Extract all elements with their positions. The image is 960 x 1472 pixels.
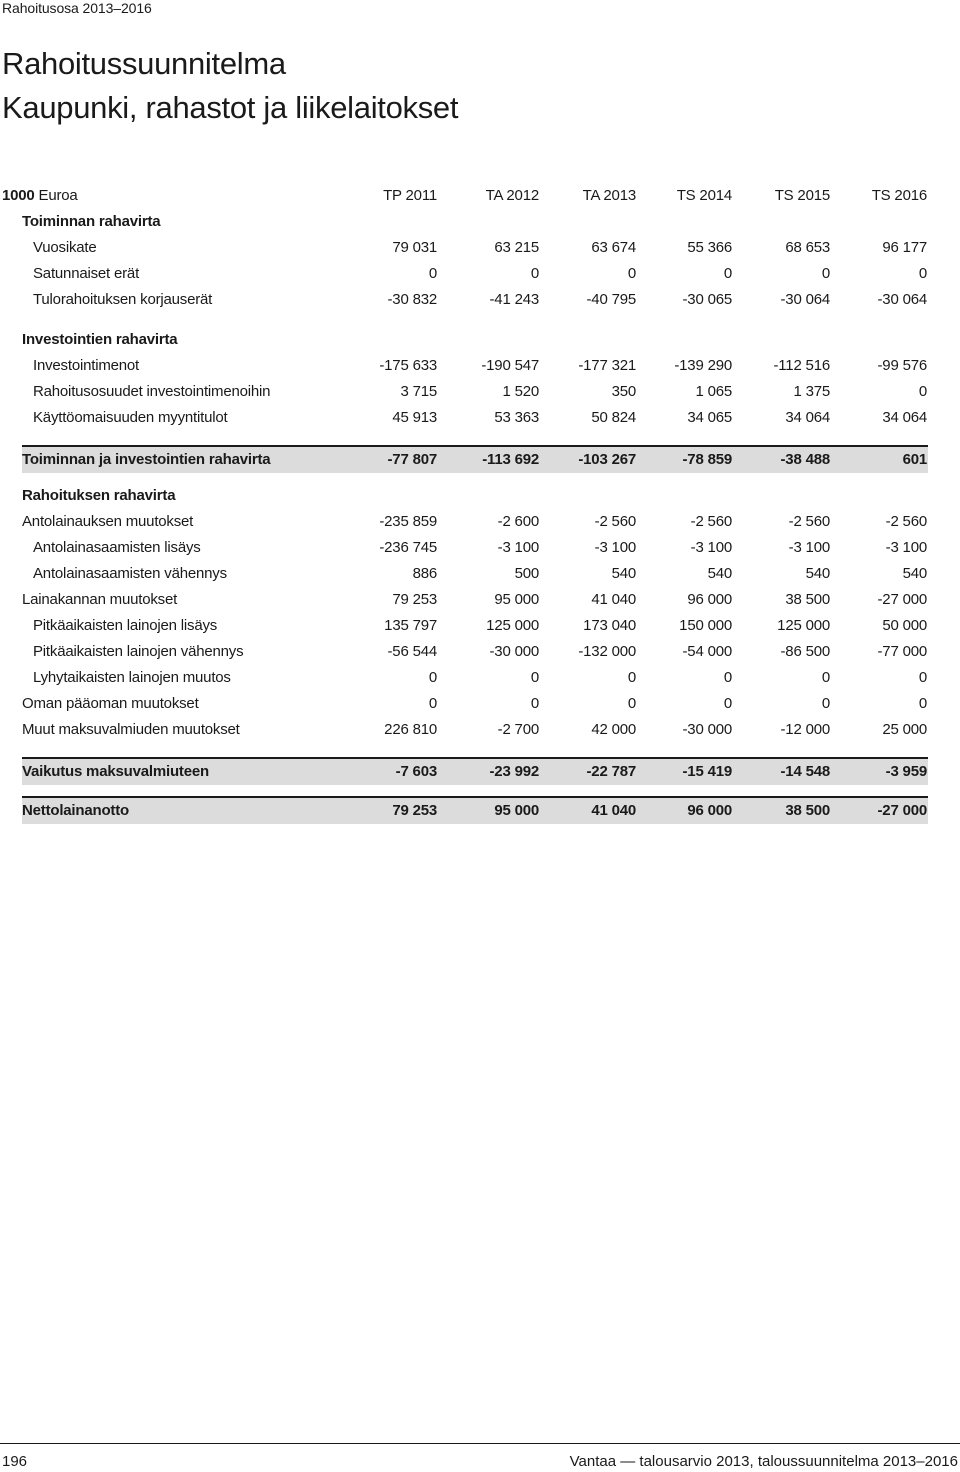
table-cell: 38 500 [785, 802, 830, 819]
table-row [0, 289, 960, 311]
table-cell: 25 000 [882, 721, 927, 738]
table-cell: 540 [707, 565, 732, 582]
table-cell: 0 [627, 669, 636, 686]
table-cell: 45 913 [392, 409, 437, 426]
total-row [0, 449, 960, 471]
table-cell: -2 560 [690, 513, 732, 530]
table-cell: -54 000 [682, 643, 732, 660]
table-cell: -132 000 [578, 643, 636, 660]
table-cell: 68 653 [785, 239, 830, 256]
table-cell: 0 [821, 265, 830, 282]
unit-label: 1000 Euroa [2, 187, 78, 204]
table-cell: -30 064 [877, 291, 927, 308]
table-row [0, 589, 960, 611]
row-label: Antolainasaamisten vähennys [33, 565, 227, 582]
table-cell: -27 000 [877, 802, 927, 819]
table-row [0, 537, 960, 559]
table-cell: 500 [514, 565, 539, 582]
section-heading-row [0, 211, 960, 233]
column-header: TA 2012 [485, 187, 539, 204]
running-header: Rahoitusosa 2013–2016 [2, 0, 152, 16]
table-cell: -27 000 [877, 591, 927, 608]
table-cell: 540 [902, 565, 927, 582]
table-cell: 350 [611, 383, 636, 400]
table-cell: -30 065 [682, 291, 732, 308]
table-cell: -99 576 [877, 357, 927, 374]
table-cell: -77 807 [387, 451, 437, 468]
table-cell: -2 560 [788, 513, 830, 530]
row-label: Pitkäaikaisten lainojen vähennys [33, 643, 244, 660]
table-cell: -3 100 [594, 539, 636, 556]
table-cell: -139 290 [674, 357, 732, 374]
table-cell: 0 [918, 669, 927, 686]
table-cell: -2 560 [885, 513, 927, 530]
table-cell: 150 000 [679, 617, 732, 634]
row-label: Lainakannan muutokset [22, 591, 178, 608]
table-cell: -30 000 [682, 721, 732, 738]
table-cell: 34 064 [785, 409, 830, 426]
table-cell: -30 832 [387, 291, 437, 308]
title-line-1: Rahoitussuunnitelma [2, 46, 286, 81]
title-line-2: Kaupunki, rahastot ja liikelaitokset [2, 90, 459, 125]
table-cell: -41 243 [489, 291, 539, 308]
table-cell: -2 600 [497, 513, 539, 530]
publication-title: Vantaa — talousarvio 2013, taloussuunnitelma 2013–2016 [569, 1453, 958, 1470]
table-cell: 96 000 [687, 591, 732, 608]
table-cell: 0 [530, 265, 539, 282]
table-cell: 96 000 [687, 802, 732, 819]
table-cell: 0 [428, 695, 437, 712]
row-label: Pitkäaikaisten lainojen lisäys [33, 617, 218, 634]
table-cell: -235 859 [379, 513, 437, 530]
table-row [0, 407, 960, 429]
table-cell: 0 [821, 695, 830, 712]
column-header: TP 2011 [383, 187, 437, 204]
table-cell: 0 [530, 669, 539, 686]
table-cell: 34 065 [687, 409, 732, 426]
table-cell: 135 797 [384, 617, 437, 634]
table-cell: 41 040 [591, 591, 636, 608]
table-cell: -175 633 [379, 357, 437, 374]
table-cell: -86 500 [780, 643, 830, 660]
table-cell: 3 715 [400, 383, 437, 400]
page-title [2, 42, 458, 130]
table-cell: -3 959 [885, 763, 927, 780]
row-label: Toiminnan rahavirta [22, 213, 161, 230]
table-cell: -236 745 [379, 539, 437, 556]
footer-rule [0, 1443, 960, 1444]
table-row [0, 511, 960, 533]
table-row [0, 615, 960, 637]
table-cell: 0 [918, 695, 927, 712]
row-label: Rahoitusosuudet investointimenoihin [33, 383, 271, 400]
table-cell: -23 992 [489, 763, 539, 780]
table-cell: 125 000 [777, 617, 830, 634]
table-cell: 226 810 [384, 721, 437, 738]
column-header: TS 2014 [676, 187, 732, 204]
table-row [0, 263, 960, 285]
row-label: Satunnaiset erät [33, 265, 140, 282]
table-cell: 0 [723, 695, 732, 712]
table-cell: 1 065 [695, 383, 732, 400]
table-cell: -78 859 [682, 451, 732, 468]
table-cell: 1 375 [793, 383, 830, 400]
table-cell: 63 674 [591, 239, 636, 256]
table-cell: -22 787 [586, 763, 636, 780]
table-cell: 79 253 [392, 591, 437, 608]
row-label: Rahoituksen rahavirta [22, 487, 176, 504]
table-cell: 53 363 [494, 409, 539, 426]
table-cell: 0 [821, 669, 830, 686]
table-cell: 173 040 [583, 617, 636, 634]
table-cell: 540 [805, 565, 830, 582]
table-cell: 0 [627, 265, 636, 282]
table-cell: -30 000 [489, 643, 539, 660]
table-row [0, 355, 960, 377]
table-cell: -103 267 [578, 451, 636, 468]
row-label: Antolainasaamisten lisäys [33, 539, 201, 556]
row-label: Investointien rahavirta [22, 331, 178, 348]
table-cell: -40 795 [586, 291, 636, 308]
table-row [0, 641, 960, 663]
table-cell: -112 516 [773, 357, 830, 374]
table-cell: -190 547 [481, 357, 539, 374]
table-cell: -177 321 [578, 357, 636, 374]
table-cell: -2 700 [497, 721, 539, 738]
table-cell: 63 215 [494, 239, 539, 256]
total-row [0, 761, 960, 783]
table-cell: 125 000 [486, 617, 539, 634]
row-label: Toiminnan ja investointien rahavirta [22, 451, 271, 468]
table-cell: 95 000 [494, 802, 539, 819]
column-header: TS 2016 [871, 187, 927, 204]
table-cell: -7 603 [395, 763, 437, 780]
table-cell: 50 824 [591, 409, 636, 426]
table-cell: 0 [530, 695, 539, 712]
row-label: Vaikutus maksuvalmiuteen [22, 763, 209, 780]
table-cell: -30 064 [780, 291, 830, 308]
table-row [0, 381, 960, 403]
table-cell: 1 520 [502, 383, 539, 400]
table-cell: 0 [428, 669, 437, 686]
row-label: Muut maksuvalmiuden muutokset [22, 721, 240, 738]
table-cell: -3 100 [690, 539, 732, 556]
table-cell: 95 000 [494, 591, 539, 608]
table-cell: 34 064 [882, 409, 927, 426]
table-cell: 0 [428, 265, 437, 282]
table-cell: -56 544 [387, 643, 437, 660]
table-cell: 601 [902, 451, 927, 468]
table-cell: 38 500 [785, 591, 830, 608]
table-cell: -2 560 [594, 513, 636, 530]
table-cell: -14 548 [780, 763, 830, 780]
table-cell: -113 692 [482, 451, 539, 468]
section-heading-row [0, 329, 960, 351]
table-cell: -15 419 [682, 763, 732, 780]
table-cell: 50 000 [882, 617, 927, 634]
row-label: Lyhytaikaisten lainojen muutos [33, 669, 231, 686]
table-cell: 96 177 [882, 239, 927, 256]
table-row [0, 719, 960, 741]
table-header-row [0, 185, 960, 207]
page-number: 196 [2, 1453, 28, 1470]
row-label: Vuosikate [33, 239, 97, 256]
table-cell: -3 100 [497, 539, 539, 556]
table-cell: -3 100 [788, 539, 830, 556]
table-cell: -3 100 [885, 539, 927, 556]
column-header: TS 2015 [774, 187, 830, 204]
table-row [0, 667, 960, 689]
row-label: Oman pääoman muutokset [22, 695, 199, 712]
table-row [0, 563, 960, 585]
column-header: TA 2013 [582, 187, 636, 204]
table-cell: 0 [723, 265, 732, 282]
table-cell: 0 [723, 669, 732, 686]
row-label: Antolainauksen muutokset [22, 513, 194, 530]
table-row [0, 237, 960, 259]
table-row [0, 693, 960, 715]
table-cell: 79 031 [392, 239, 437, 256]
table-cell: 55 366 [687, 239, 732, 256]
table-cell: 0 [918, 383, 927, 400]
table-cell: 540 [611, 565, 636, 582]
row-label: Investointimenot [33, 357, 140, 374]
table-cell: 79 253 [392, 802, 437, 819]
row-label: Käyttöomaisuuden myyntitulot [33, 409, 228, 426]
table-cell: 886 [412, 565, 437, 582]
table-cell: -12 000 [780, 721, 830, 738]
table-cell: 0 [918, 265, 927, 282]
table-cell: 0 [627, 695, 636, 712]
section-heading-row [0, 485, 960, 507]
row-label: Nettolainanotto [22, 802, 129, 819]
total-row [0, 800, 960, 822]
table-cell: 42 000 [591, 721, 636, 738]
table-cell: -77 000 [877, 643, 927, 660]
table-cell: 41 040 [591, 802, 636, 819]
row-label: Tulorahoituksen korjauserät [33, 291, 213, 308]
table-cell: -38 488 [780, 451, 830, 468]
